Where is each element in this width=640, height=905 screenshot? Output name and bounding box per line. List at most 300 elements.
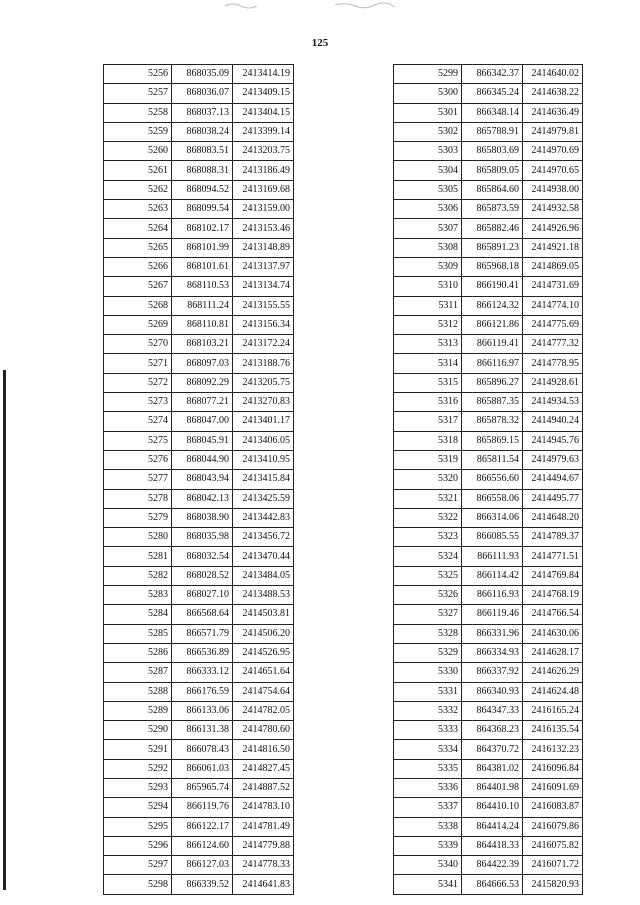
y-coordinate-cell: 2416096.84 <box>523 759 583 778</box>
x-coordinate-cell: 868110.53 <box>172 277 233 296</box>
x-coordinate-cell: 868099.54 <box>172 200 233 219</box>
x-coordinate-cell: 865803.69 <box>462 142 523 161</box>
y-coordinate-cell: 2416071.72 <box>523 856 583 875</box>
x-coordinate-cell: 868101.99 <box>172 238 233 257</box>
point-id-cell: 5294 <box>104 798 172 817</box>
point-id-cell: 5263 <box>104 200 172 219</box>
x-coordinate-cell: 864666.53 <box>462 875 523 894</box>
y-coordinate-cell: 2413488.53 <box>233 586 294 605</box>
x-coordinate-cell: 864422.39 <box>462 856 523 875</box>
table-row <box>394 566 583 585</box>
x-coordinate-cell: 866116.93 <box>462 586 523 605</box>
table-row <box>394 180 583 199</box>
x-coordinate-cell: 866342.37 <box>462 65 523 84</box>
y-coordinate-cell: 2413414.19 <box>233 65 294 84</box>
y-coordinate-cell: 2413442.83 <box>233 508 294 527</box>
table-row <box>394 547 583 566</box>
y-coordinate-cell: 2413155.55 <box>233 296 294 315</box>
x-coordinate-cell: 866558.06 <box>462 489 523 508</box>
table-row <box>104 740 294 759</box>
y-coordinate-cell: 2414945.76 <box>523 431 583 450</box>
table-row <box>104 798 294 817</box>
point-id-cell: 5337 <box>394 798 462 817</box>
x-coordinate-cell: 866571.79 <box>172 624 233 643</box>
point-id-cell: 5325 <box>394 566 462 585</box>
x-coordinate-cell: 865887.35 <box>462 393 523 412</box>
coordinate-table-left <box>103 64 294 895</box>
table-row <box>104 682 294 701</box>
x-coordinate-cell: 865968.18 <box>462 257 523 276</box>
table-row <box>394 836 583 855</box>
y-coordinate-cell: 2414869.05 <box>523 257 583 276</box>
point-id-cell: 5308 <box>394 238 462 257</box>
x-coordinate-cell: 866133.06 <box>172 701 233 720</box>
x-coordinate-cell: 868045.91 <box>172 431 233 450</box>
y-coordinate-cell: 2413415.84 <box>233 470 294 489</box>
y-coordinate-cell: 2414887.52 <box>233 778 294 797</box>
point-id-cell: 5300 <box>394 84 462 103</box>
table-row <box>104 65 294 84</box>
table-row <box>104 393 294 412</box>
point-id-cell: 5260 <box>104 142 172 161</box>
x-coordinate-cell: 866556.60 <box>462 470 523 489</box>
table-row <box>104 84 294 103</box>
y-coordinate-cell: 2414938.00 <box>523 180 583 199</box>
table-row <box>104 663 294 682</box>
point-id-cell: 5321 <box>394 489 462 508</box>
x-coordinate-cell: 868036.07 <box>172 84 233 103</box>
x-coordinate-cell: 866078.43 <box>172 740 233 759</box>
x-coordinate-cell: 866124.60 <box>172 836 233 855</box>
y-coordinate-cell: 2414970.69 <box>523 142 583 161</box>
table-row <box>104 335 294 354</box>
x-coordinate-cell: 866111.93 <box>462 547 523 566</box>
y-coordinate-cell: 2416075.82 <box>523 836 583 855</box>
point-id-cell: 5306 <box>394 200 462 219</box>
x-coordinate-cell: 864368.23 <box>462 721 523 740</box>
y-coordinate-cell: 2413148.89 <box>233 238 294 257</box>
point-id-cell: 5272 <box>104 373 172 392</box>
table-row <box>104 470 294 489</box>
point-id-cell: 5276 <box>104 450 172 469</box>
point-id-cell: 5280 <box>104 528 172 547</box>
x-coordinate-cell: 864347.33 <box>462 701 523 720</box>
table-row <box>104 643 294 662</box>
point-id-cell: 5278 <box>104 489 172 508</box>
x-coordinate-cell: 866085.55 <box>462 528 523 547</box>
x-coordinate-cell: 866124.32 <box>462 296 523 315</box>
point-id-cell: 5269 <box>104 315 172 334</box>
x-coordinate-cell: 866119.46 <box>462 605 523 624</box>
table-row <box>394 721 583 740</box>
point-id-cell: 5268 <box>104 296 172 315</box>
x-coordinate-cell: 865864.60 <box>462 180 523 199</box>
y-coordinate-cell: 2414934.53 <box>523 393 583 412</box>
table-row <box>394 856 583 875</box>
table-row <box>394 354 583 373</box>
y-coordinate-cell: 2416165.24 <box>523 701 583 720</box>
point-id-cell: 5311 <box>394 296 462 315</box>
x-coordinate-cell: 864418.33 <box>462 836 523 855</box>
table-row <box>394 508 583 527</box>
y-coordinate-cell: 2414636.49 <box>523 103 583 122</box>
x-coordinate-cell: 868035.09 <box>172 65 233 84</box>
point-id-cell: 5285 <box>104 624 172 643</box>
point-id-cell: 5273 <box>104 393 172 412</box>
x-coordinate-cell: 868088.31 <box>172 161 233 180</box>
table-row <box>104 315 294 334</box>
x-coordinate-cell: 868097.03 <box>172 354 233 373</box>
point-id-cell: 5267 <box>104 277 172 296</box>
point-id-cell: 5335 <box>394 759 462 778</box>
table-row <box>104 180 294 199</box>
y-coordinate-cell: 2414494.67 <box>523 470 583 489</box>
point-id-cell: 5305 <box>394 180 462 199</box>
x-coordinate-cell: 868027.10 <box>172 586 233 605</box>
x-coordinate-cell: 866334.93 <box>462 643 523 662</box>
y-coordinate-cell: 2413134.74 <box>233 277 294 296</box>
y-coordinate-cell: 2414921.18 <box>523 238 583 257</box>
y-coordinate-cell: 2414926.96 <box>523 219 583 238</box>
y-coordinate-cell: 2413203.75 <box>233 142 294 161</box>
point-id-cell: 5312 <box>394 315 462 334</box>
coordinate-table-right <box>393 64 583 895</box>
point-id-cell: 5314 <box>394 354 462 373</box>
x-coordinate-cell: 865896.27 <box>462 373 523 392</box>
point-id-cell: 5316 <box>394 393 462 412</box>
point-id-cell: 5336 <box>394 778 462 797</box>
point-id-cell: 5324 <box>394 547 462 566</box>
point-id-cell: 5293 <box>104 778 172 797</box>
point-id-cell: 5262 <box>104 180 172 199</box>
x-coordinate-cell: 864370.72 <box>462 740 523 759</box>
y-coordinate-cell: 2413401.17 <box>233 412 294 431</box>
point-id-cell: 5291 <box>104 740 172 759</box>
table-row <box>394 663 583 682</box>
point-id-cell: 5282 <box>104 566 172 585</box>
point-id-cell: 5341 <box>394 875 462 894</box>
table-row <box>104 296 294 315</box>
y-coordinate-cell: 2413399.14 <box>233 122 294 141</box>
table-row <box>394 238 583 257</box>
point-id-cell: 5288 <box>104 682 172 701</box>
y-coordinate-cell: 2413456.72 <box>233 528 294 547</box>
y-coordinate-cell: 2414495.77 <box>523 489 583 508</box>
point-id-cell: 5307 <box>394 219 462 238</box>
y-coordinate-cell: 2414503.81 <box>233 605 294 624</box>
point-id-cell: 5327 <box>394 605 462 624</box>
table-row <box>394 122 583 141</box>
table-row <box>394 740 583 759</box>
y-coordinate-cell: 2414766.54 <box>523 605 583 624</box>
x-coordinate-cell: 866536.89 <box>172 643 233 662</box>
x-coordinate-cell: 868042.13 <box>172 489 233 508</box>
point-id-cell: 5313 <box>394 335 462 354</box>
y-coordinate-cell: 2413169.68 <box>233 180 294 199</box>
x-coordinate-cell: 865891.23 <box>462 238 523 257</box>
point-id-cell: 5287 <box>104 663 172 682</box>
table-row <box>394 431 583 450</box>
y-coordinate-cell: 2416083.87 <box>523 798 583 817</box>
point-id-cell: 5284 <box>104 605 172 624</box>
point-id-cell: 5299 <box>394 65 462 84</box>
table-row <box>394 528 583 547</box>
table-row <box>104 238 294 257</box>
y-coordinate-cell: 2414754.64 <box>233 682 294 701</box>
x-coordinate-cell: 868038.24 <box>172 122 233 141</box>
table-row <box>394 470 583 489</box>
y-coordinate-cell: 2414641.83 <box>233 875 294 894</box>
table-row <box>394 450 583 469</box>
y-coordinate-cell: 2413186.49 <box>233 161 294 180</box>
x-coordinate-cell: 866340.93 <box>462 682 523 701</box>
x-coordinate-cell: 865965.74 <box>172 778 233 797</box>
y-coordinate-cell: 2414778.33 <box>233 856 294 875</box>
x-coordinate-cell: 868101.61 <box>172 257 233 276</box>
y-coordinate-cell: 2413406.05 <box>233 431 294 450</box>
point-id-cell: 5326 <box>394 586 462 605</box>
y-coordinate-cell: 2414526.95 <box>233 643 294 662</box>
x-coordinate-cell: 866348.14 <box>462 103 523 122</box>
table-row <box>104 701 294 720</box>
table-row <box>394 624 583 643</box>
table-row <box>104 566 294 585</box>
x-coordinate-cell: 868038.90 <box>172 508 233 527</box>
point-id-cell: 5332 <box>394 701 462 720</box>
y-coordinate-cell: 2414970.65 <box>523 161 583 180</box>
point-id-cell: 5275 <box>104 431 172 450</box>
table-row <box>104 354 294 373</box>
y-coordinate-cell: 2414932.58 <box>523 200 583 219</box>
point-id-cell: 5290 <box>104 721 172 740</box>
table-row <box>104 547 294 566</box>
x-coordinate-cell: 868110.81 <box>172 315 233 334</box>
x-coordinate-cell: 865811.54 <box>462 450 523 469</box>
table-row <box>394 393 583 412</box>
x-coordinate-cell: 868094.52 <box>172 180 233 199</box>
table-row <box>104 624 294 643</box>
x-coordinate-cell: 864401.98 <box>462 778 523 797</box>
page-number: 125 <box>311 37 329 49</box>
x-coordinate-cell: 868044.90 <box>172 450 233 469</box>
y-coordinate-cell: 2416091.69 <box>523 778 583 797</box>
y-coordinate-cell: 2414979.63 <box>523 450 583 469</box>
y-coordinate-cell: 2414640.02 <box>523 65 583 84</box>
x-coordinate-cell: 868028.52 <box>172 566 233 585</box>
scan-edge-bar <box>3 370 6 890</box>
point-id-cell: 5286 <box>104 643 172 662</box>
table-row <box>394 489 583 508</box>
table-row <box>104 817 294 836</box>
x-coordinate-cell: 868032.54 <box>172 547 233 566</box>
y-coordinate-cell: 2414789.37 <box>523 528 583 547</box>
table-row <box>104 103 294 122</box>
point-id-cell: 5319 <box>394 450 462 469</box>
y-coordinate-cell: 2414648.20 <box>523 508 583 527</box>
table-row <box>104 856 294 875</box>
point-id-cell: 5329 <box>394 643 462 662</box>
table-row <box>394 586 583 605</box>
table-row <box>104 778 294 797</box>
x-coordinate-cell: 868037.13 <box>172 103 233 122</box>
y-coordinate-cell: 2413425.59 <box>233 489 294 508</box>
point-id-cell: 5257 <box>104 84 172 103</box>
x-coordinate-cell: 866339.52 <box>172 875 233 894</box>
point-id-cell: 5292 <box>104 759 172 778</box>
table-row <box>394 200 583 219</box>
point-id-cell: 5261 <box>104 161 172 180</box>
x-coordinate-cell: 868035.98 <box>172 528 233 547</box>
point-id-cell: 5320 <box>394 470 462 489</box>
x-coordinate-cell: 865882.46 <box>462 219 523 238</box>
point-id-cell: 5302 <box>394 122 462 141</box>
table-row <box>104 759 294 778</box>
y-coordinate-cell: 2413270.83 <box>233 393 294 412</box>
x-coordinate-cell: 866122.17 <box>172 817 233 836</box>
table-row <box>394 701 583 720</box>
point-id-cell: 5277 <box>104 470 172 489</box>
point-id-cell: 5322 <box>394 508 462 527</box>
table-row <box>104 586 294 605</box>
x-coordinate-cell: 868077.21 <box>172 393 233 412</box>
point-id-cell: 5328 <box>394 624 462 643</box>
y-coordinate-cell: 2413153.46 <box>233 219 294 238</box>
point-id-cell: 5270 <box>104 335 172 354</box>
x-coordinate-cell: 868102.17 <box>172 219 233 238</box>
table-row <box>394 142 583 161</box>
table-row <box>104 219 294 238</box>
x-coordinate-cell: 866314.06 <box>462 508 523 527</box>
point-id-cell: 5317 <box>394 412 462 431</box>
y-coordinate-cell: 2414506.20 <box>233 624 294 643</box>
y-coordinate-cell: 2414777.32 <box>523 335 583 354</box>
y-coordinate-cell: 2414979.81 <box>523 122 583 141</box>
y-coordinate-cell: 2416132.23 <box>523 740 583 759</box>
table-row <box>104 450 294 469</box>
table-row <box>394 335 583 354</box>
y-coordinate-cell: 2413137.97 <box>233 257 294 276</box>
table-row <box>394 682 583 701</box>
y-coordinate-cell: 2414827.45 <box>233 759 294 778</box>
x-coordinate-cell: 864381.02 <box>462 759 523 778</box>
table-row <box>394 759 583 778</box>
table-row <box>104 508 294 527</box>
y-coordinate-cell: 2414768.19 <box>523 586 583 605</box>
x-coordinate-cell: 866331.96 <box>462 624 523 643</box>
y-coordinate-cell: 2413205.75 <box>233 373 294 392</box>
x-coordinate-cell: 864410.10 <box>462 798 523 817</box>
y-coordinate-cell: 2414624.48 <box>523 682 583 701</box>
table-row <box>104 875 294 894</box>
table-row <box>104 277 294 296</box>
table-row <box>394 257 583 276</box>
y-coordinate-cell: 2414778.95 <box>523 354 583 373</box>
x-coordinate-cell: 865869.15 <box>462 431 523 450</box>
x-coordinate-cell: 868043.94 <box>172 470 233 489</box>
y-coordinate-cell: 2414769.84 <box>523 566 583 585</box>
x-coordinate-cell: 866119.76 <box>172 798 233 817</box>
y-coordinate-cell: 2414782.05 <box>233 701 294 720</box>
x-coordinate-cell: 866119.41 <box>462 335 523 354</box>
point-id-cell: 5296 <box>104 836 172 855</box>
y-coordinate-cell: 2414628.17 <box>523 643 583 662</box>
table-row <box>104 836 294 855</box>
point-id-cell: 5338 <box>394 817 462 836</box>
y-coordinate-cell: 2414638.22 <box>523 84 583 103</box>
y-coordinate-cell: 2413404.15 <box>233 103 294 122</box>
x-coordinate-cell: 866121.86 <box>462 315 523 334</box>
y-coordinate-cell: 2416079.86 <box>523 817 583 836</box>
point-id-cell: 5266 <box>104 257 172 276</box>
point-id-cell: 5303 <box>394 142 462 161</box>
table-row <box>394 277 583 296</box>
scan-artifact <box>215 0 415 14</box>
y-coordinate-cell: 2414928.61 <box>523 373 583 392</box>
table-row <box>394 875 583 894</box>
point-id-cell: 5289 <box>104 701 172 720</box>
point-id-cell: 5265 <box>104 238 172 257</box>
y-coordinate-cell: 2414940.24 <box>523 412 583 431</box>
x-coordinate-cell: 865878.32 <box>462 412 523 431</box>
y-coordinate-cell: 2413410.95 <box>233 450 294 469</box>
point-id-cell: 5298 <box>104 875 172 894</box>
y-coordinate-cell: 2416135.54 <box>523 721 583 740</box>
x-coordinate-cell: 866176.59 <box>172 682 233 701</box>
x-coordinate-cell: 866345.24 <box>462 84 523 103</box>
table-row <box>104 161 294 180</box>
point-id-cell: 5281 <box>104 547 172 566</box>
x-coordinate-cell: 864414.24 <box>462 817 523 836</box>
x-coordinate-cell: 866127.03 <box>172 856 233 875</box>
table-row <box>394 798 583 817</box>
point-id-cell: 5340 <box>394 856 462 875</box>
point-id-cell: 5295 <box>104 817 172 836</box>
table-row <box>394 84 583 103</box>
point-id-cell: 5256 <box>104 65 172 84</box>
x-coordinate-cell: 866131.38 <box>172 721 233 740</box>
x-coordinate-cell: 868083.51 <box>172 142 233 161</box>
x-coordinate-cell: 866337.92 <box>462 663 523 682</box>
point-id-cell: 5310 <box>394 277 462 296</box>
table-row <box>104 721 294 740</box>
table-row <box>104 257 294 276</box>
table-row <box>394 161 583 180</box>
x-coordinate-cell: 866333.12 <box>172 663 233 682</box>
point-id-cell: 5259 <box>104 122 172 141</box>
table-row <box>394 778 583 797</box>
y-coordinate-cell: 2414816.50 <box>233 740 294 759</box>
table-row <box>394 373 583 392</box>
y-coordinate-cell: 2414781.49 <box>233 817 294 836</box>
x-coordinate-cell: 865809.05 <box>462 161 523 180</box>
table-row <box>104 373 294 392</box>
point-id-cell: 5264 <box>104 219 172 238</box>
table-row <box>104 200 294 219</box>
point-id-cell: 5334 <box>394 740 462 759</box>
y-coordinate-cell: 2414774.10 <box>523 296 583 315</box>
point-id-cell: 5258 <box>104 103 172 122</box>
y-coordinate-cell: 2414630.06 <box>523 624 583 643</box>
table-row <box>394 103 583 122</box>
table-row <box>104 489 294 508</box>
table-row <box>104 528 294 547</box>
y-coordinate-cell: 2414783.10 <box>233 798 294 817</box>
point-id-cell: 5301 <box>394 103 462 122</box>
x-coordinate-cell: 866061.03 <box>172 759 233 778</box>
point-id-cell: 5339 <box>394 836 462 855</box>
x-coordinate-cell: 865873.59 <box>462 200 523 219</box>
y-coordinate-cell: 2414779.88 <box>233 836 294 855</box>
